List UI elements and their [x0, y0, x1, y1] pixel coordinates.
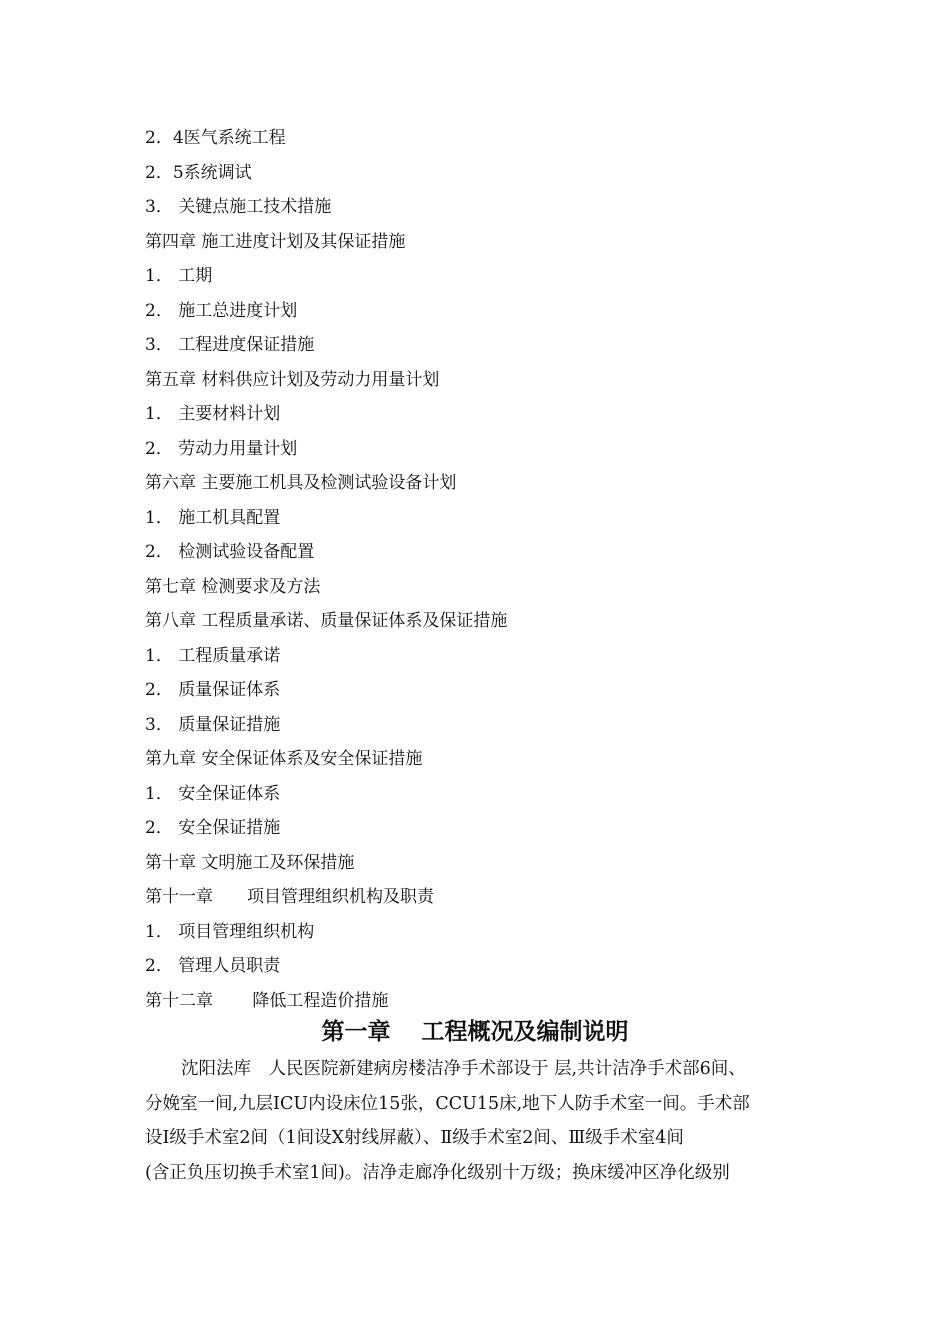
toc-chapter: 第十章 文明施工及环保措施 — [145, 852, 355, 873]
body-paragraph — [145, 1052, 835, 1190]
toc-entry: 1． 项目管理组织机构 — [145, 921, 315, 942]
toc-entry: 1． 施工机具配置 — [145, 507, 281, 528]
toc-entry: 2． 劳动力用量计划 — [145, 438, 298, 459]
paragraph-line: 分娩室一间,九层ICU内设床位15张，CCU15床,地下人防手术室一间。手术部 — [145, 1093, 750, 1114]
toc-entry: 1． 工期 — [145, 266, 213, 286]
toc-entry: 1． 安全保证体系 — [145, 783, 281, 804]
paragraph-line: 设Ⅰ级手术室2间（1间设X射线屏蔽）、Ⅱ级手术室2间、Ⅲ级手术室4间 — [145, 1128, 684, 1148]
toc-entry: 3． 工程进度保证措施 — [145, 335, 315, 355]
toc-chapter: 第十一章 项目管理组织机构及职责 — [145, 887, 434, 907]
toc-entry: 3． 质量保证措施 — [145, 714, 281, 735]
toc-entry: 2． 施工总进度计划 — [145, 300, 298, 321]
toc-entry: 2． 质量保证体系 — [145, 680, 281, 700]
toc-entry: 1． 工程质量承诺 — [145, 645, 281, 666]
toc-chapter: 第四章 施工进度计划及其保证措施 — [145, 231, 406, 252]
table-of-contents — [145, 121, 845, 1018]
toc-entry: 2． 检测试验设备配置 — [145, 542, 315, 562]
paragraph-line: (含正负压切换手术室1间)。洁净走廊净化级别十万级；换床缓冲区净化级别 — [145, 1162, 730, 1183]
toc-entry: 2． 管理人员职责 — [145, 956, 281, 976]
toc-chapter: 第六章 主要施工机具及检测试验设备计划 — [145, 473, 457, 493]
toc-entry: 2．5系统调试 — [145, 162, 252, 183]
toc-entry: 2．4医气系统工程 — [145, 128, 286, 148]
toc-chapter: 第七章 检测要求及方法 — [145, 576, 321, 597]
toc-entry: 2． 安全保证措施 — [145, 818, 281, 838]
toc-chapter: 第八章 工程质量承诺、质量保证体系及保证措施 — [145, 611, 508, 631]
toc-chapter: 第十二章 降低工程造价措施 — [145, 990, 389, 1011]
paragraph-line: 沈阳法库 人民医院新建病房楼洁净手术部设于 层,共计洁净手术部6间、 — [181, 1059, 746, 1079]
toc-chapter: 第九章 安全保证体系及安全保证措施 — [145, 749, 423, 769]
chapter-heading: 第一章 工程概况及编制说明 — [321, 1018, 629, 1045]
toc-entry: 1． 主要材料计划 — [145, 404, 281, 424]
toc-entry: 3． 关键点施工技术措施 — [145, 197, 332, 217]
toc-chapter: 第五章 材料供应计划及劳动力用量计划 — [145, 369, 440, 390]
